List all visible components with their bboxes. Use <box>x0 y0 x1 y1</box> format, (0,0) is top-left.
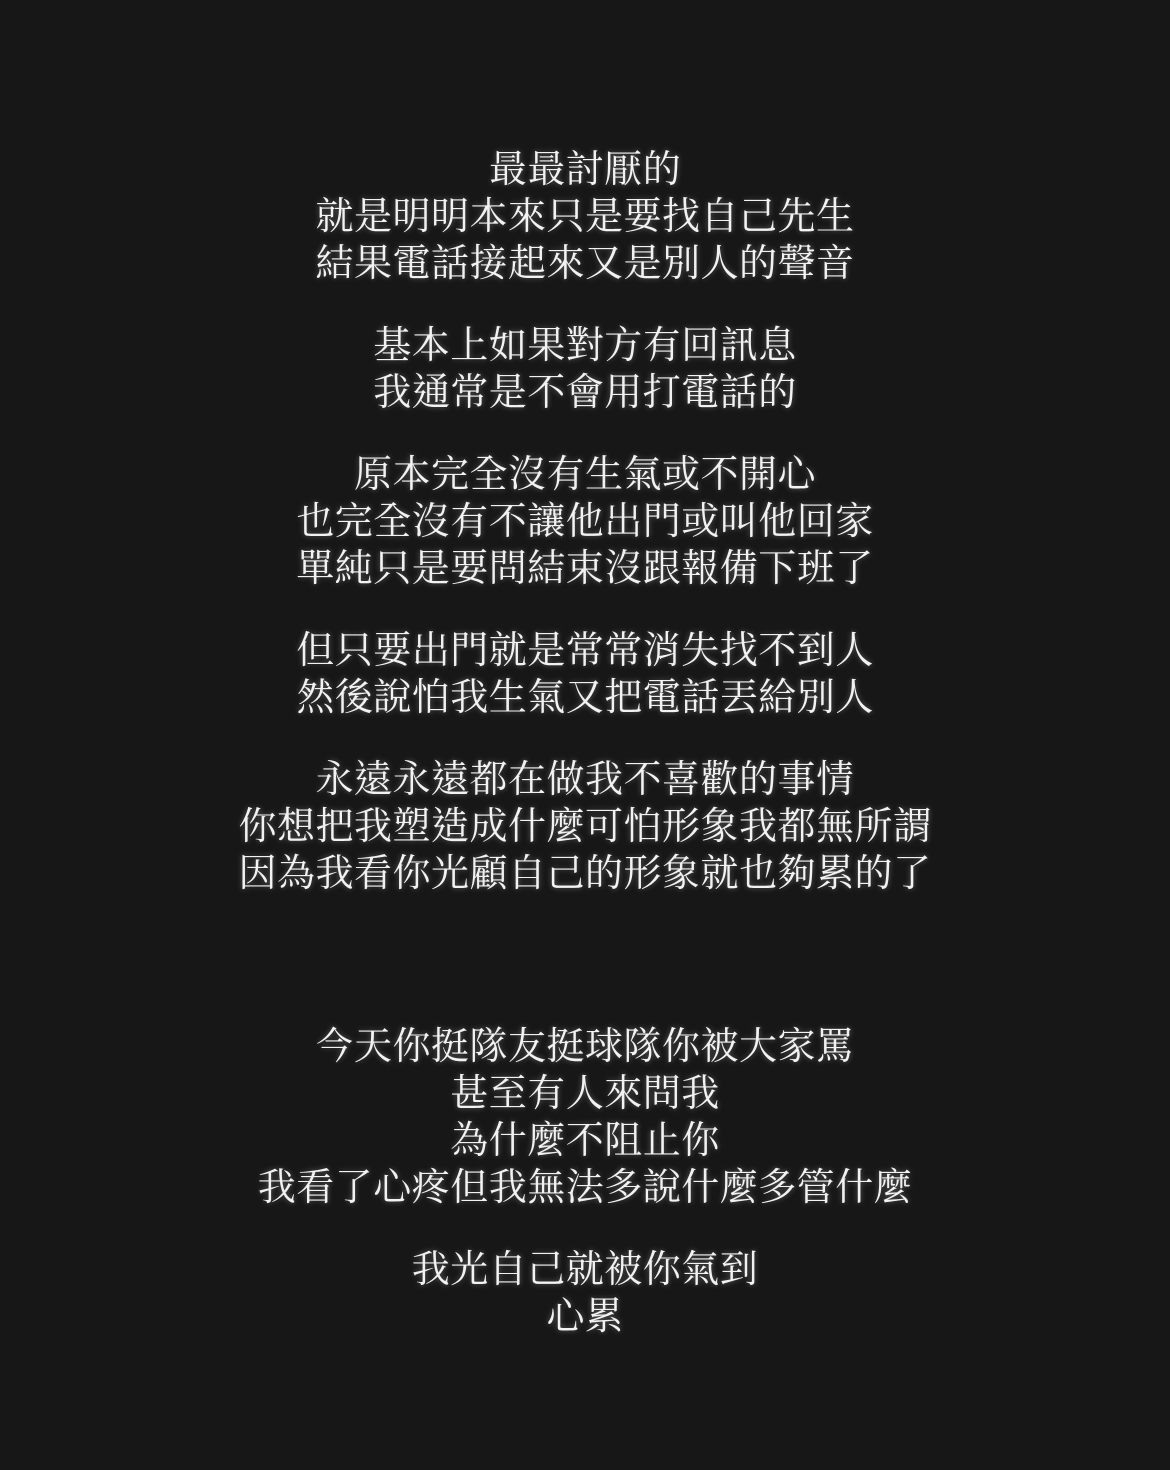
text-line: 因為我看你光顧自己的形象就也夠累的了 <box>238 853 932 895</box>
paragraph <box>412 1247 759 1341</box>
text-line: 我光自己就被你氣到 <box>411 1249 759 1291</box>
text-line: 心累 <box>546 1296 624 1338</box>
text-line: 結果電話接起來又是別人的聲音 <box>315 243 855 285</box>
text-line: 永遠永遠都在做我不喜歡的事情 <box>315 759 855 801</box>
text-line: 單純只是要問結束沒跟報備下班了 <box>296 548 874 590</box>
text-line: 甚至有人來問我 <box>450 1073 720 1115</box>
text-line: 為什麼不阻止你 <box>450 1120 720 1162</box>
text-line: 然後說怕我生氣又把電話丟給別人 <box>296 677 874 719</box>
text-line: 今天你挺隊友挺球隊你被大家罵 <box>315 1026 855 1068</box>
text-line: 最最討厭的 <box>488 149 682 191</box>
paragraph <box>296 452 874 593</box>
text-line: 原本完全沒有生氣或不開心 <box>353 454 816 496</box>
text-line: 我看了心疼但我無法多說什麼多管什麼 <box>257 1167 913 1209</box>
text-line: 也完全沒有不讓他出門或叫他回家 <box>296 501 874 543</box>
paragraph <box>238 757 931 898</box>
paragraph <box>296 628 874 722</box>
paragraph <box>315 147 854 288</box>
paragraph <box>373 323 797 417</box>
text-line: 就是明明本來只是要找自己先生 <box>315 196 855 238</box>
text-line: 但只要出門就是常常消失找不到人 <box>296 630 874 672</box>
text-line: 你想把我塑造成什麼可怕形象我都無所謂 <box>238 806 932 848</box>
text-line: 我通常是不會用打電話的 <box>373 372 797 414</box>
text-line: 基本上如果對方有回訊息 <box>373 325 797 367</box>
paragraph <box>258 1024 913 1212</box>
